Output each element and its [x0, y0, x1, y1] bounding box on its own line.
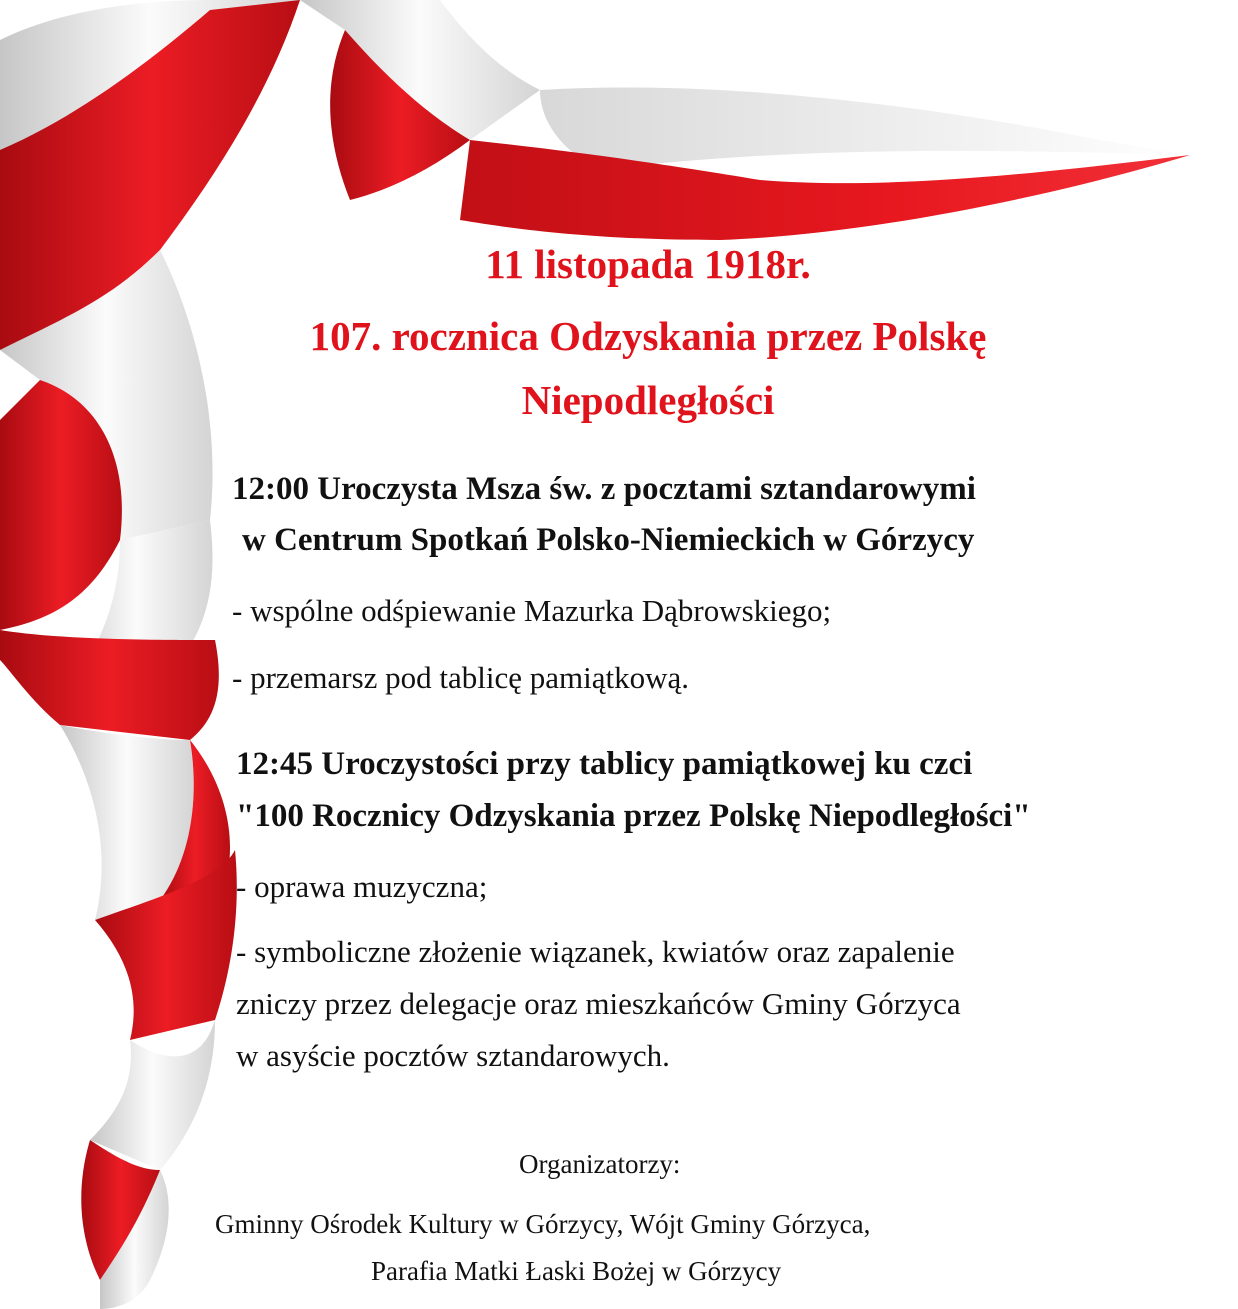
organizers-line-2: Parafia Matki Łaski Bożej w Górzycy — [371, 1256, 782, 1286]
event-2-title-line-1: 12:45 Uroczystości przy tablicy pamiątkowej ku czci — [236, 746, 973, 782]
event-2-title-line-2: "100 Rocznicy Odzyskania przez Polskę Niepodległości" — [236, 798, 1031, 834]
anniversary-title-continued: Niepodległości — [521, 377, 775, 423]
event-2-item-2-line-3: w asyście pocztów sztandarowych. — [236, 1038, 670, 1073]
event-2-item-2-line-1: - symboliczne złożenie wiązanek, kwiatów oraz zapalenie — [236, 934, 955, 969]
event-1-item-2: - przemarsz pod tablicę pamiątkową. — [232, 660, 690, 695]
event-2-item-1: - oprawa muzyczna; — [236, 869, 488, 904]
organizers-line-1: Gminny Ośrodek Kultury w Górzycy, Wójt Gminy Górzyca, — [215, 1209, 871, 1239]
event-1-item-1: - wspólne odśpiewanie Mazurka Dąbrowskiego; — [232, 593, 832, 628]
organizers-label: Organizatorzy: — [519, 1149, 681, 1179]
event-2-item-2-line-2: zniczy przez delegacje oraz mieszkańców Gminy Górzyca — [236, 986, 961, 1021]
anniversary-title: 107. rocznica Odzyskania przez Polskę — [309, 313, 987, 359]
event-1-title-line-2: w Centrum Spotkań Polsko-Niemieckich w Górzycy — [242, 522, 975, 558]
event-1-title-line-1: 12:00 Uroczysta Msza św. z pocztami sztandarowymi — [232, 471, 976, 507]
event-date-title: 11 listopada 1918r. — [485, 241, 811, 287]
